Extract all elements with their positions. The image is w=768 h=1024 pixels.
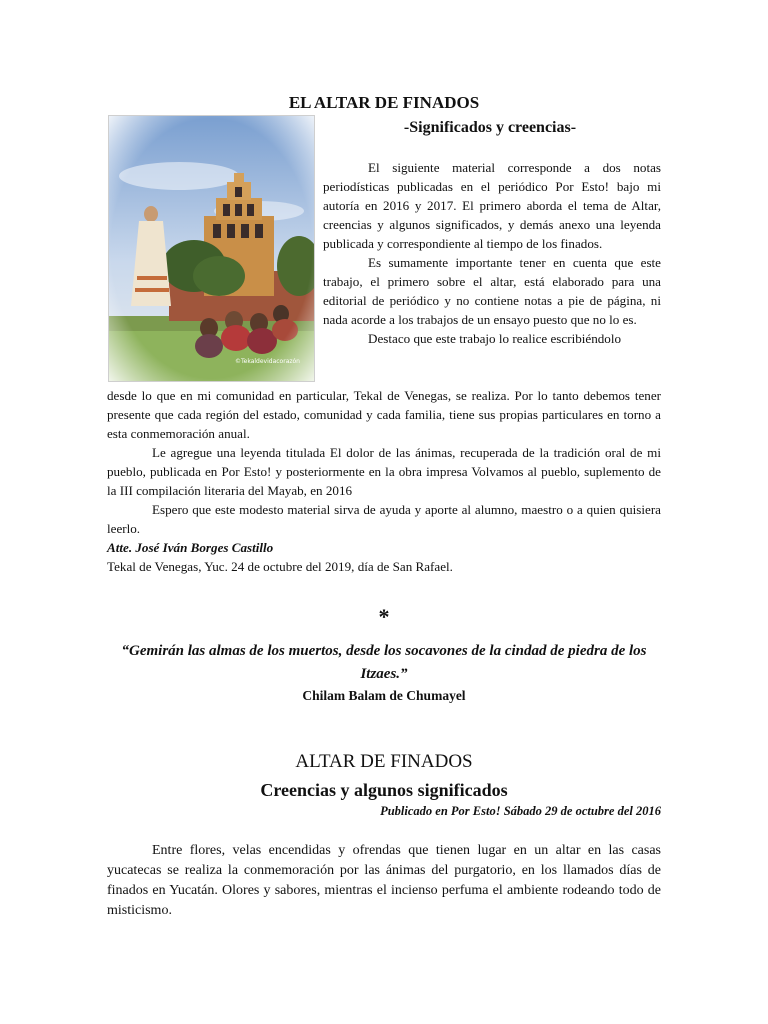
paragraph-2: Es sumamente importante tener en cuenta que este trabajo, el primero sobre el altar, está elaborado para una editorial de periódico y no contiene notas a pie de página, ni nada acorde a los trabajos de un ensayo puesto que no lo es. — [323, 255, 661, 327]
paragraph-5: Espero que este modesto material sirva de ayuda y aporte al alumno, maestro o a quien quisiera leerlo. — [107, 502, 661, 536]
intro-body — [107, 386, 661, 576]
paragraph-4: Le agregue una leyenda titulada El dolor de las ánimas, recuperada de la tradición oral de mi pueblo, publicada en Por Esto! y posteriormente en la obra impresa Volvamos al pueblo, suplemento de la III compilación literaria del Mayab, en 2016 — [107, 445, 661, 498]
place-date: Tekal de Venegas, Yuc. 24 de octubre del 2019, día de San Rafael. — [107, 559, 453, 574]
section-separator: * — [378, 604, 390, 629]
paragraph-3-continued: desde lo que en mi comunidad en particular, Tekal de Venegas, se realiza. Por lo tanto debemos tener presente que cada región del estado, comunidad y cada familia, tiene sus propias particulares en torno a esta conmemoración anual. — [107, 388, 661, 441]
section-subtitle: Creencias y algunos significados — [260, 780, 508, 800]
intro-column — [323, 158, 661, 348]
section-title: ALTAR DE FINADOS — [295, 751, 473, 772]
photo-watermark: ©Tekaldevidacorazón — [235, 358, 300, 365]
document-subtitle: -Significados y creencias- — [403, 119, 577, 136]
epigraph-quote: “Gemirán las almas de los muertos, desde los socavones de la cindad de piedra de los Itzaes.” — [121, 643, 647, 682]
signature: Atte. José Iván Borges Castillo — [107, 540, 274, 555]
epigraph-source: Chilam Balam de Chumayel — [302, 688, 466, 703]
section-paragraph: Entre flores, velas encendidas y ofrendas que tienen lugar en un altar en las casas yucatecas se realiza la conmemoración por las ánimas del purgatorio, en los llamados días de finados en Yucatán. Olores y sabores, mientras el incienso perfuma el ambiente rodeando todo de misticismo. — [107, 843, 661, 918]
photo-illustration — [109, 116, 314, 381]
publication-note: Publicado en Por Esto! Sábado 29 de octubre del 2016 — [380, 804, 661, 818]
document-title: EL ALTAR DE FINADOS — [288, 93, 480, 112]
paragraph-3-start: Destaco que este trabajo lo realice escribiéndolo — [368, 331, 622, 346]
paragraph-1: El siguiente material corresponde a dos notas periodísticas publicadas en el periódico Por Esto! bajo mi autoría en 2016 y 2017. El primero aborda el tema de Altar, creencias y algunos significados, y demás anexo una leyenda publicada y correspondiente al tiempo de los finados. — [323, 160, 661, 251]
altar-church-photo — [108, 115, 315, 382]
